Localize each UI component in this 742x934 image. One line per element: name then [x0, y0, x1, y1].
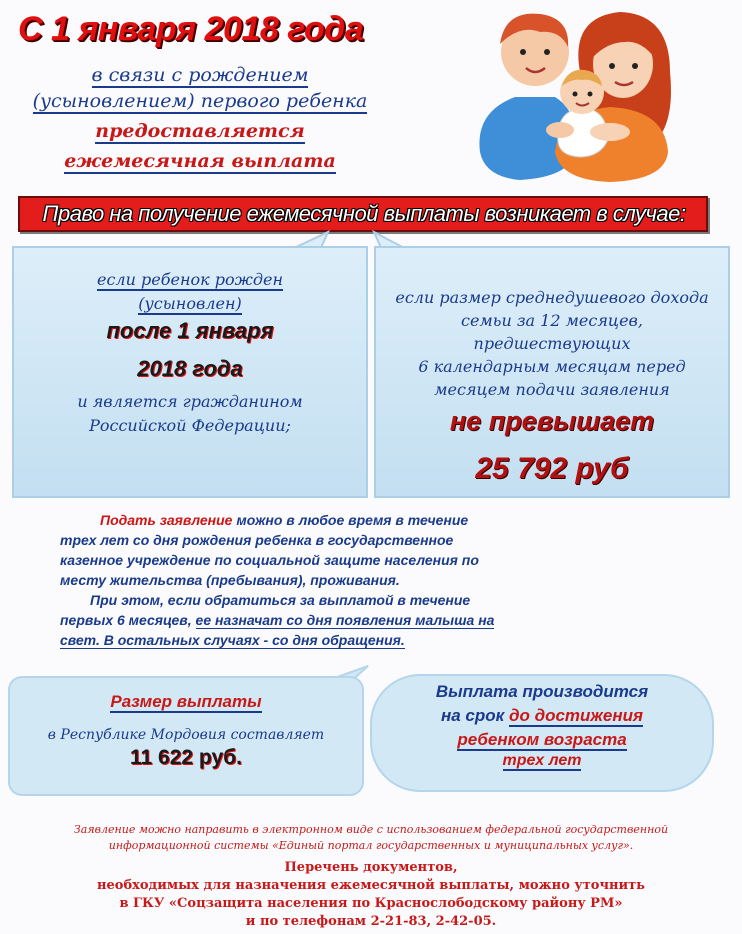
- footer-line-3: в ГКУ «Соцзащита населения по Краснослободскому району РМ»: [119, 896, 623, 911]
- intro-line-4: ежемесячная выплата: [64, 150, 336, 172]
- instruction-line-3: казенное учреждение по социальной защите населения по: [60, 552, 479, 568]
- payment-title: Размер выплаты: [110, 692, 262, 711]
- income-line-4: 6 календарным месяцам перед: [418, 357, 686, 376]
- payment-region-line: в Республике Мордовия составляет: [47, 727, 325, 743]
- footer-contacts: и по телефонам 2-21-83, 2-42-05.: [245, 914, 497, 929]
- income-line-1: если размер среднедушевого дохода: [395, 288, 709, 307]
- conditions-banner-text: Право на получение ежемесячной выплаты возникает в случае:: [42, 201, 686, 226]
- income-line-3: предшествующих: [473, 334, 631, 353]
- electronic-note-line-1: Заявление можно направить в электронном виде с использованием федеральной государственной: [73, 823, 669, 836]
- income-limit-amount: 25 792 руб: [475, 452, 629, 485]
- income-not-exceed: не превышает: [449, 406, 655, 436]
- citizenship-line-2: Российской Федерации;: [89, 416, 291, 435]
- birth-date-line-1: после 1 января: [106, 318, 274, 343]
- duration-line-4: трех лет: [502, 752, 582, 769]
- payment-amount: 11 622 руб.: [130, 746, 242, 769]
- income-line-5: месяцем подачи заявления: [434, 380, 670, 399]
- footer-line-2: необходимых для назначения ежемесячной выплаты, можно уточнить: [97, 878, 645, 893]
- family-illustration: [460, 2, 690, 187]
- intro-line-2: (усыновлением) первого ребенка: [32, 90, 368, 112]
- footer-line-1: Перечень документов,: [284, 860, 458, 875]
- instruction-line-4: месту жительства (пребывания), проживания.: [60, 572, 400, 588]
- citizenship-line-1: и является гражданином: [77, 392, 303, 411]
- duration-line-2: на срок до достижения: [440, 706, 644, 725]
- electronic-note-line-2: информационной системы «Единый портал государственных и муниципальных услуг».: [108, 839, 634, 852]
- duration-line-1: Выплата производится: [435, 682, 649, 701]
- instruction-line-5: При этом, если обратиться за выплатой в течение: [90, 592, 471, 608]
- duration-line-3: ребенком возраста: [457, 730, 627, 749]
- birth-date-line-2: 2018 года: [137, 356, 243, 381]
- instruction-paragraph: [60, 510, 680, 650]
- page-title: С 1 января 2018 года: [18, 10, 364, 48]
- birth-condition-line-1: если ребенок рожден: [97, 270, 283, 289]
- birth-condition-line-2: (усыновлен): [138, 294, 242, 313]
- intro-line-1: в связи с рождением: [91, 64, 309, 86]
- intro-line-3: предоставляется: [95, 120, 305, 142]
- instruction-line-6: первых 6 месяцев, ее назначат со дня появления малыша на: [60, 612, 495, 628]
- instruction-line-7: свет. В остальных случаях - со дня обращения.: [60, 632, 405, 648]
- instruction-line-1: Подать заявление можно в любое время в течение: [100, 512, 469, 528]
- income-line-2: семьи за 12 месяцев,: [461, 311, 643, 330]
- instruction-line-2: трех лет со дня рождения ребенка в государственное: [60, 532, 454, 548]
